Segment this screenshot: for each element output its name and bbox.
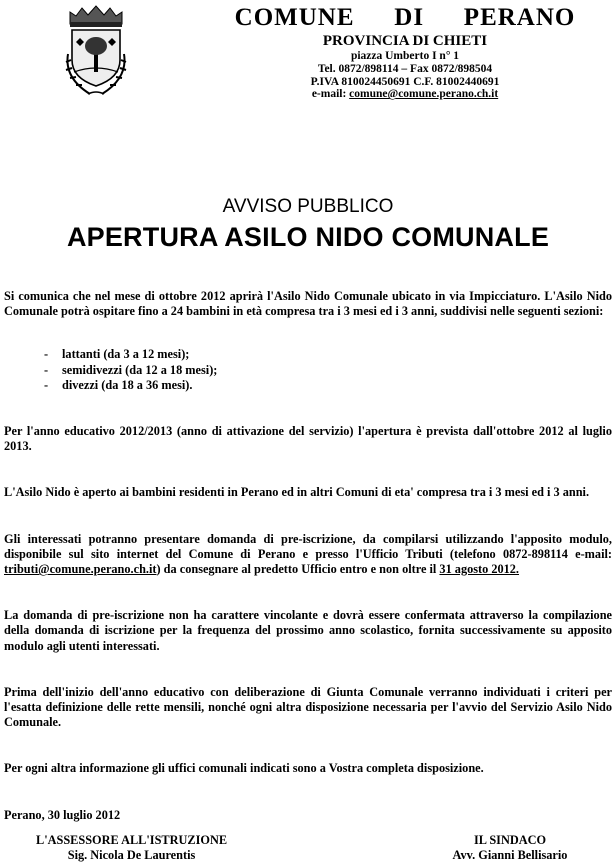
sindaco-name: Avv. Gianni Bellisario [452, 848, 568, 862]
provincia: PROVINCIA DI CHIETI [322, 33, 488, 49]
notice-body [4, 289, 612, 823]
address: piazza Umberto I n° 1 [350, 49, 460, 62]
sections-list [4, 347, 612, 393]
application-text-a: Gli interessati potranno presentare domanda di pre-iscrizione, da compilarsi utilizzando l'apposito modulo, disponibile sul sito internet del Comune di Perano e presso l'Ufficio Tributi (telefono 0872-898114 e-mail: [4, 531, 612, 561]
residents-paragraph: L'Asilo Nido è aperto ai bambini residenti in Perano ed in altri Comuni di eta' compresa tra i 3 mesi ed i 3 anni. [4, 485, 590, 500]
letterhead [200, 4, 610, 101]
piva-cf: P.IVA 810024450691 C.F. 81002440691 [310, 75, 500, 88]
comune-name: COMUNE DI PERANO [234, 4, 576, 31]
assessore-role: L'ASSESSORE ALL'ISTRUZIONE [36, 833, 228, 847]
place-date: Perano, 30 luglio 2012 [4, 807, 121, 822]
assessore-name: Sig. Nicola De Laurentis [67, 848, 196, 862]
deadline-date: 31 agosto 2012. [439, 562, 520, 577]
assessore-signature [36, 833, 227, 863]
sindaco-signature [420, 833, 600, 863]
sindaco-role: IL SINDACO [473, 833, 547, 847]
info-paragraph: Per ogni altra informazione gli uffici comunali indicati sono a Vostra completa disposizione. [4, 761, 484, 776]
intro-paragraph: Si comunica che nel mese di ottobre 2012 aprirà l'Asilo Nido Comunale ubicato in via Impicciaturo. L'Asilo Nido Comunale potrà ospitare fino a 24 bambini in età compresa tra i 3 mesi ed i 3 anni, suddivisi nelle seguenti sezioni: [4, 289, 612, 319]
non-binding-paragraph: La domanda di pre-iscrizione non ha carattere vincolante e dovrà essere confermata attraverso la compilazione della domanda di iscrizione per la frequenza del prossimo anno scolastico, fornita successivamente su apposito modulo agli utenti interessati. [4, 608, 612, 653]
email-label: e-mail: [311, 88, 350, 101]
section-item: - divezzi (da 18 a 36 mesi). [44, 378, 612, 393]
telephone-fax: Tel. 0872/898114 – Fax 0872/898504 [317, 62, 493, 75]
section-item: - lattanti (da 3 a 12 mesi); [44, 347, 612, 362]
council-paragraph: Prima dell'inizio dell'anno educativo con deliberazione di Giunta Comunale verranno individuati i criteri per l'esatta definizione delle rette mensili, nonché ogni altra disposizione necessaria per l'avvio del Servizio Asilo Nido Comunale. [4, 684, 612, 730]
municipal-crest-icon [60, 4, 132, 100]
application-text-b: ) da consegnare al predetto Ufficio entro e non oltre il [156, 562, 440, 577]
notice-title: APERTURA ASILO NIDO COMUNALE [66, 222, 550, 252]
section-item: - semidivezzi (da 12 a 18 mesi); [44, 363, 612, 378]
email-line [200, 88, 610, 101]
notice-kind: AVVISO PUBBLICO [222, 196, 394, 217]
tributi-email-link[interactable]: tributi@comune.perano.ch.it [4, 562, 157, 577]
school-year-paragraph: Per l'anno educativo 2012/2013 (anno di attivazione del servizio) l'apertura è prevista dall'ottobre 2012 al luglio 2013. [4, 424, 612, 454]
email-link[interactable]: comune@comune.perano.ch.it [349, 88, 499, 101]
application-paragraph [4, 532, 612, 578]
